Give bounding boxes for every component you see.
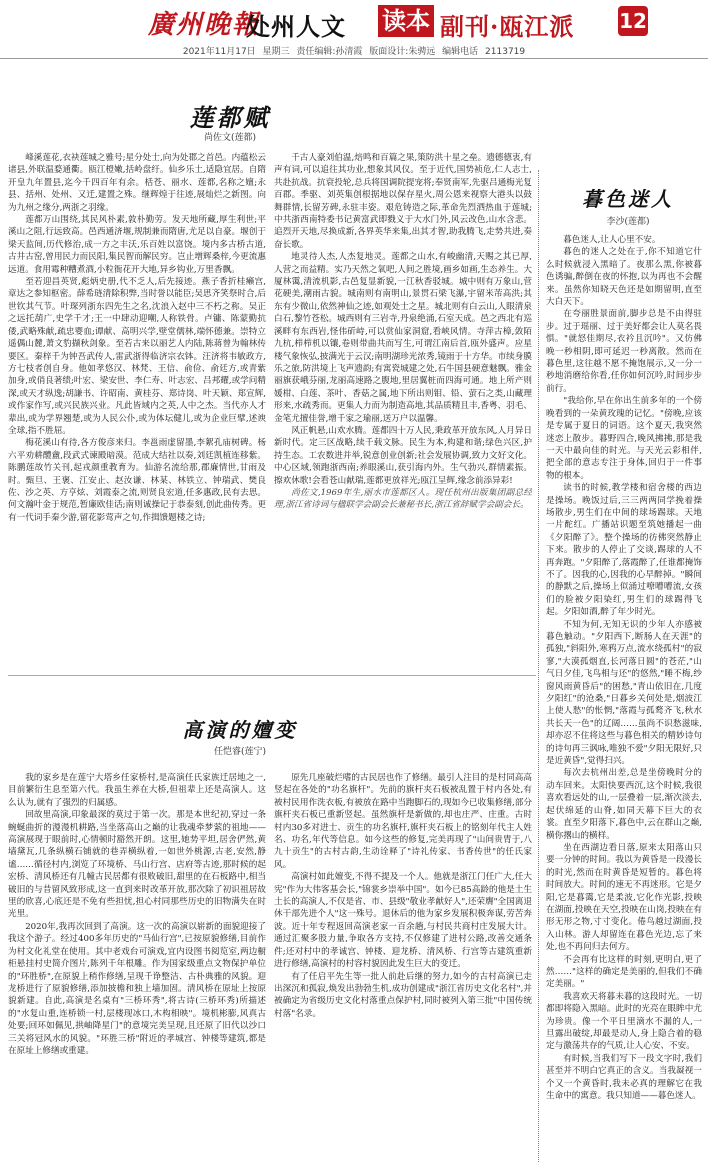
section-name: 处州人文 (246, 12, 346, 41)
paragraph: 千古人豪刘伯温,焙鸣和百篇之果,策防洪十星之垒。遗德德衷,有声有词,可以追往其功业,想象其风仪。至于近代,国势祯危,仁人志士,共赴抗战。抗衰投轮,总兵将国调院提宠将;奉贤南军,先驱吕通梅光复百郡。季驱、刘英集创根据地以保存星火,周公恩来视察大港头以鼓舞群情,长留芳碑,永驻丰姿。艰危铸造之际,革命先烈洒热血于莲城;中共浙西南特委书记黄富武即戮义于大水门外,风云改色,山水含悲。追烈开天地,尽换成新,各界英华来集,出其才智,助我腾飞,走势共进,奏奋长歌。 (274, 153, 532, 250)
paragraph: 我的家乡是在莲宁大塔乡任家桥村,是高演任氏家族迁居地之一,目前繁衍生息至第六代。我虽生养在大桥,但祖辈上还是高演人。这么认为,就有了强烈的归属感。 (8, 773, 266, 808)
issue-info-line: 2021年11月17日 星期三 责任编辑:孙清霞 版面设计:朱骋远 编辑电话 2113719 (182, 47, 526, 57)
paragraph: 在夸丽胜景面前,脚步总是不由得驻步。过于瑶丽、过于美好都会让人莫名畏惧。"就怒佳期尽,衣衿且沉吟"。又仿佛晚一秒相阴,即可延迟一秒离散。然而在暮色里,这往越不愿不掩饱展示,又一分一秒地消磨给你看,任你如何沉吟,时间步步前行。 (546, 309, 702, 394)
masthead (0, 0, 708, 46)
paragraph: 不会再有比这样的时刻,更明白,更了然……"这样的确定是美丽的,但我们不确定美丽。" (546, 954, 702, 990)
paragraph: 高演村如此嬗变,不得不提及一个人。他就是浙江门任广大,任大宪"作为大伟客基会长,"锦裳乡崇举中国"。如今已85高龄的他是土生土长的高演人,不仅是省、市、县级"敬业孝献好人",还荣膺"全国离退休干部先进个人"这一殊号。退休后的他为家乡发展积极奔谋,劳苦奔波。近十年专程返回高演老家一百余趟,与村民共商村庄发展大计。通过汇聚多股力量,争取各方支持,不仅修建了进村公路,改善交通条件;还对村中的孝诚宫、钟楼、迎龙桥、清风桥、行宫等古建筑重新进行修缮,高演村的村容村貌因此发生巨大的变迁。 (274, 872, 532, 970)
paragraph: "我给你,早在你出生前多年的一个傍晚看到的一朵黄玫瑰的记忆。"傍晚,应该是专属于夏日的词语。这个夏天,我突然迷恋上散步。暮野四合,晚风拂拂,那是我一天中最向佳的时光。与天光云彩相伴,把全部的意志专注于身体,回归于一件事物的根本。 (546, 396, 702, 481)
paragraph: 至若迎昌英贤,彪炳史册,代不乏人,后先接迹。燕子香折桂癞宫,章达之参知枢密。薛希琏清除积弊,当时誉以能臣;吴思齐笑祭时合,后世钦其气节。叶琛列浙东四先生之名,沈浪入赵中三不朽之称。吴正之远托葫广,史学千才;王一中肆动迎嘲,人称铁骨。卢镛、陈蒙勤抗倭,武略殊献,疏忠婴血;谭献、高明兴学,壁堂儒林,端怀德兼。崇特立遥偶山麓,萧文豹撷秋剑象。至若古来以丽艺人内陆,陈蒋曾为翰林传要区。秦梓千为钟吾武传人,雷武浙得临济宗衣钵。汪济将韦敏政方,方七枝者创自身。他如孝悠汉、林梵、王信、俞俭、俞廷方,或青紫加身,或俏良著绩;叶宏、梁安世、李仁寿、叶志宏、吕邦耀,或学问精深,或天才纵逸;胡謙书、许昭南、黄桂芬、郑诗岗、叶天颖、郑宣辉,或作家作写,或兴民族兴业。凡此皆域内之英,人中之杰。当代亦人才辈出,或为学界翘楚,或为人民公仆,或为体坛健儿,或为企业巨擘,述谀全球,指不胜屈。 (8, 277, 266, 436)
paragraph: 读书的时候,教学楼和宿舍楼的西边是操场。晚饭过后,三三两两同学挽着操场散步,男生们在中间的球场踢球。天地一片酡红。广播站识题至筑她播起一曲《夕阳醉了》。整个操场的彷佛突然静止下来。散步的人停止了交谈,踢球的人不再奔跑。"夕阳醉了,落霞醉了,任谁都掩饰不了。因我的心,因我的心早醉掉。"瞬间的静默之后,操场上似涌过嘹嘈嘈流,女孩们的脸被夕阳染红,男生们的球踢得飞起。夕阳如酒,醉了年少时光。 (546, 483, 702, 618)
article3-column-2 (274, 772, 532, 1156)
article1-byline: 尚佐文(莲都) (203, 133, 257, 143)
section-divider (8, 675, 536, 676)
paragraph: 原先几座破烂嗜的古民居也作了修缮。最引人注目的是村同高高竖起在各处的"功名旗杆"。先前的旗杆夹石板被乱置于村内各处,有被村民用作洗衣板,有被放在路中当跑脚石的,现如今已收集修缮,部分旗杆夹石板已重新竖起。虽然旗杆是新做的,却也庄严、庄重。古时村内30多对进士、贡生的功名旗杆,旗杆夹石板上的铭刻年代主人姓名、功名,年代等信息。如今这些的修复,完美再现了"山间贵胄于,八九十贡生"的古村古韵,生动诠释了"诗礼传家、书香传世"的任氏家风。 (274, 773, 532, 870)
paragraph: 暮色迷人,让人心里不安。 (563, 235, 661, 245)
paragraph: 坐在西湖边看日落,原来太阳落山只要一分钟的时间。我以为黄昏是一段漫长的时光,然而在时黄昏是短暂的。暮色将时间放大。时间的速无不再迷形。它是夕阳,它是暮霭,它是柔波,它化作光影,投映在湖面,投映在天空,投映在山岗,投映在有形无形之物,寸寸变化。倦鸟越过湖面,投入山林。游人却留连在暮色光边,忘了来处,也不再问归去何方。 (546, 842, 702, 953)
paragraph: 风正帆悬,山欢水腾。莲都四十万人民,秉政革开放东风,人月异日新时代。定三区战略,续千载文脉。民生为本,构建和谐;绿色兴区,护持生态。工农数进并举,锐意创业创新;社会发展协调,致力文好文化。中心区域,领跑浙西南;养眼溪山,获引海内外。生气勃兴,群情素振。擦欢休歌!会看苍山献瑞,莲都更放祥光;瓯江呈辉,缘念前添异彩! (274, 425, 532, 486)
read-badge: 读本 (378, 5, 434, 37)
header-divider (0, 58, 708, 59)
newspaper-logo: 廣州晚報 (148, 10, 261, 40)
article2-column (546, 234, 702, 1156)
article1-column-2 (274, 152, 532, 668)
article3-column-1 (8, 772, 266, 1156)
article2-title: 暮色迷人 (582, 187, 674, 211)
paragraph: 有了任启平先生等一批人前赴后继的努力,如今的古村高演已走出深沉和孤寂,焕发出勃勃生机,成功创建成"浙江省历史文化名村",并被确定为省级历史文化村落重点保护村,同时被列入第三批"中国传统村落"名录。 (274, 971, 532, 1019)
paragraph: 暮色的迷人之处在于,你不知道它什么时候就浸入黑暗了。夜那么黑,你被暮色诱骗,醉倒在夜的怀抱,以为再也不会醒来。虽然你知晓天色还是如期留明,直至大白天下。 (546, 247, 702, 308)
paragraph: 每次去杭州出差,总是坐傍晚时分的动车回来。太阳快要西沉,这个时候,我很喜欢看远处的山,一层叠着一层,渐次淡去,起伏绵延的山脊,如同天幕下巨大的衣裳。直至夕阳落下,暮色中,云在群山之巅,横你撂山的横样。 (546, 768, 702, 841)
paragraph: 回故里高演,印象最深的莫过于第一次。那是本世纪初,穿过一条蜿蜒曲折的漫漫机耕路,当坐落高山之巅的让我魂牵梦萦的祖地——高演展现于眼前时,心情顿时豁然开朗。这里,她势平坦,居舍俨然,黄墙黛瓦,几条纵横石铺就的巷弄横纵着,一如世外桃源,古老,安然,静谧……循径村内,浏览了环境桥、马山行宫、店府等古迹,那时候的起宏桥、清风桥还有几幢古民居都有很败破旧,甜里的在石板路中,相当破旧的与昔留风致形成,这一直到来时改革开放,那次除了初识祖居故里的欣喜,心底还是不免有些担忧,担心村同那些历史的旧物满失在时光里。 (8, 810, 266, 920)
paragraph: 梅花溪山有待,各方俊彦来归。李邕雨虚留墨,李絮孔庙树碑。杨六平劝耕醴盦,段武式谏殿暗漠。范成大结社以奏,刘廷凯植连移紫。陈鹏莲故竹关刊,起戎颜重教育为。仙游名流给那,郡廉情世,甘雨及时。甄旦、王褒、江安止、赵汝谦、林某、林铁立、钟瑞武、樊良佐、沙之英、方亨炫、刘霞泰之流,则贤良宏道,任多惠政,民有去思。何文瀚叶金于规范,暂廉欧佳话;南则诚操记于恭泰刻,创此曲传秀。更有一代词手秦少游,留花影莺声之句,作揖馈题楼之诗; (8, 438, 266, 523)
page-number: 12 (618, 6, 648, 36)
article1-column-1 (8, 152, 266, 668)
article3-byline: 任恺睿(莲宁) (213, 747, 267, 757)
paragraph: 我喜欢天将暮未暮的这段时光。一切都即将隐入黑暗。此时的光亮在眼眸中尤为珍贵。像一个平日里滴水不漏的人,一旦露出破绽,却最是动人,身上隐合着的稳定与激荡共存的气质,让人心安、不安。 (546, 991, 702, 1052)
paragraph: 地灵待人杰,人杰复地灵。莲都之山水,有峻幽清,天赐之其已厚,人营之而益精。实乃天然之氧吧,人间之胜境,画乡如画,生态养生。大厦林霭,清流机影,古邑复显新貌,一江秋香驳城。城中则有万象山,营花硬美,潮雨古貌。城南则有南明山,景贯石梁飞瀑,宇留米芾高洪;其东有少微山,依然神仙之迹,如观处士之星。城北则有白云山,人眼清泉白石,黎竹苍松。城西则有三岩寺,丹泉绝涌,石室天成。邑之西北有巡溪畔有东西岩,怪伟斫峙,可以赏仙家洞窟,看峡风情。寺萍古樟,敛陌九杭,栉栉机以镶,卷则带曲共而写生,可谓江南后首,瓯外盛声。应星楼气象恢弘,披满光于云汉;南明湖珍光浓秀,镜雨于十方华。市续身膜乐之旅,防洪境上飞声遗韵;有寓瓷城建之处,石牛国县硬意魅飘。雅金丽旗获峨芬丽,龙丽高速路之腹地,里居翼桩而四海可通。地上所产则媛柑、白莲、茶叶、香菇之属,地下所出则钼、铅、萤石之类,山藏理形来,水疏秀而。更集人力而为制造高地,其品质精且丰,香粤、羽毛、金笔尤擅佳誉,增千家之瑜丽,送万户以温馨。 (274, 252, 532, 424)
article3-title: 高演的嬗变 (182, 718, 298, 742)
paragraph: 峰溪莲花,衣袂莲城之雅号;星分处士,向为处郡之首邑。内蕴松云诸县,外联温婺通衢。瓯江橙嫩,括岭盘纡。仙乡乐土,适隐宜居。自隋开皇九年置县,迄今千四百年有余。栝苍、丽水、莲都,名称之嬗;永县、括州、处州、又迁,建置之殊。继辉煌于往迹,展灿烂之新图。向为九州之缘分,两浙之羽缘。 (8, 153, 266, 213)
paragraph: 莲都万山围绕,其民风朴素,敦朴勤劳。发天地所藏,厚生利世;平溪山之阻,行远致高。邑西通济堰,规制兼而隋唐,尤足以自豪。堰创于梁天监间,历代修治,成一方之丰沃,乐百姓以富饶。境内多古桥古道,古井古窑,曾用民力而民阳,集民智而解民穷。岂止增辉桑梓,今更流惠远道。食用霉种糟煮酒,小粒衙花开大地,异乡钩业,万里香飘。 (8, 215, 266, 275)
paragraph: 有时候,当我们写下一段文字时,我们甚至并不明白它真正的含义。当我凝视一个又一个黄昏时,我未必真的理解它在我生命中的寓意。我只知道——暮色迷人。 (546, 1053, 702, 1102)
paragraph: 2020年,我再次回到了高演。这一次的高演以崭新的面貌迎接了我这个游子。经过400多年历史的"马仙行宫",已按原貌修缮,目前作为村文化礼堂在使用。其中老戏台可演戏,宜内设图书阅览室,两边橱柜悬挂村史简介图片,陈列千年根雕。作为国家级重点文物保护单位的"环胜桥",在原貌上稍作修缮,呈现千诤整洁、古朴典雅的风貌。迎龙桥进行了原貌修缮,添加披檐和独上墙加固。清风桥在原址上按原貌新建。自此,高演是名桌有"三桥环秀",将古诗(三桥环秀)所描述的"水复山重,连桥锁一村,层楼现冰口,木构相映"。境机彬膨,风真古处要;回环如佩见,拱岫降星门"的意境完美呈现,且还原了旧代以沙口三关将冠风水的风貌。"环胜三桥"附近的孝城宫、钟楼等建筑,都是在原址上修缮或重建。 (8, 921, 266, 1056)
article2-byline: 李沙(莲都) (606, 217, 650, 227)
supplement-name: 副刊·瓯江派 (440, 12, 575, 41)
article1-title: 莲都赋 (189, 103, 271, 132)
author-bio: 尚佐文,1969年生,丽水市莲都区人。现任杭州出版集团副总经理,浙江省诗词与楹联学会副会长兼秘书长,浙江省辞赋学会副会长。 (274, 487, 532, 511)
paragraph: 不知为何,无知无识的少年人亦感被暮色触动。"夕阳西下,断肠人在天涯"的孤独,"斜阳外,寒鸦万点,流水绕孤村"的寂寥,"大漠孤烟直,长河落日圆"的苍茫,"山气日夕佳,飞鸟相与还"的悠然,"睡不梅,纱窗风雨黄昏后"的困愁,"青山依旧在,几度夕阳红"的沧桑,"日暮乡关何处是,烟波江上使人愁"的怅惘,"落霞与孤鹜齐飞,秋水共长天一色"的辽阔……虽尚不识愁滋味,却亦忍不住将这些与暮色相关的精妙诗句的诗句再三讽咏,唯独不爱"夕阳无限好,只是近黄昏",觉得扫兴。 (546, 619, 702, 767)
